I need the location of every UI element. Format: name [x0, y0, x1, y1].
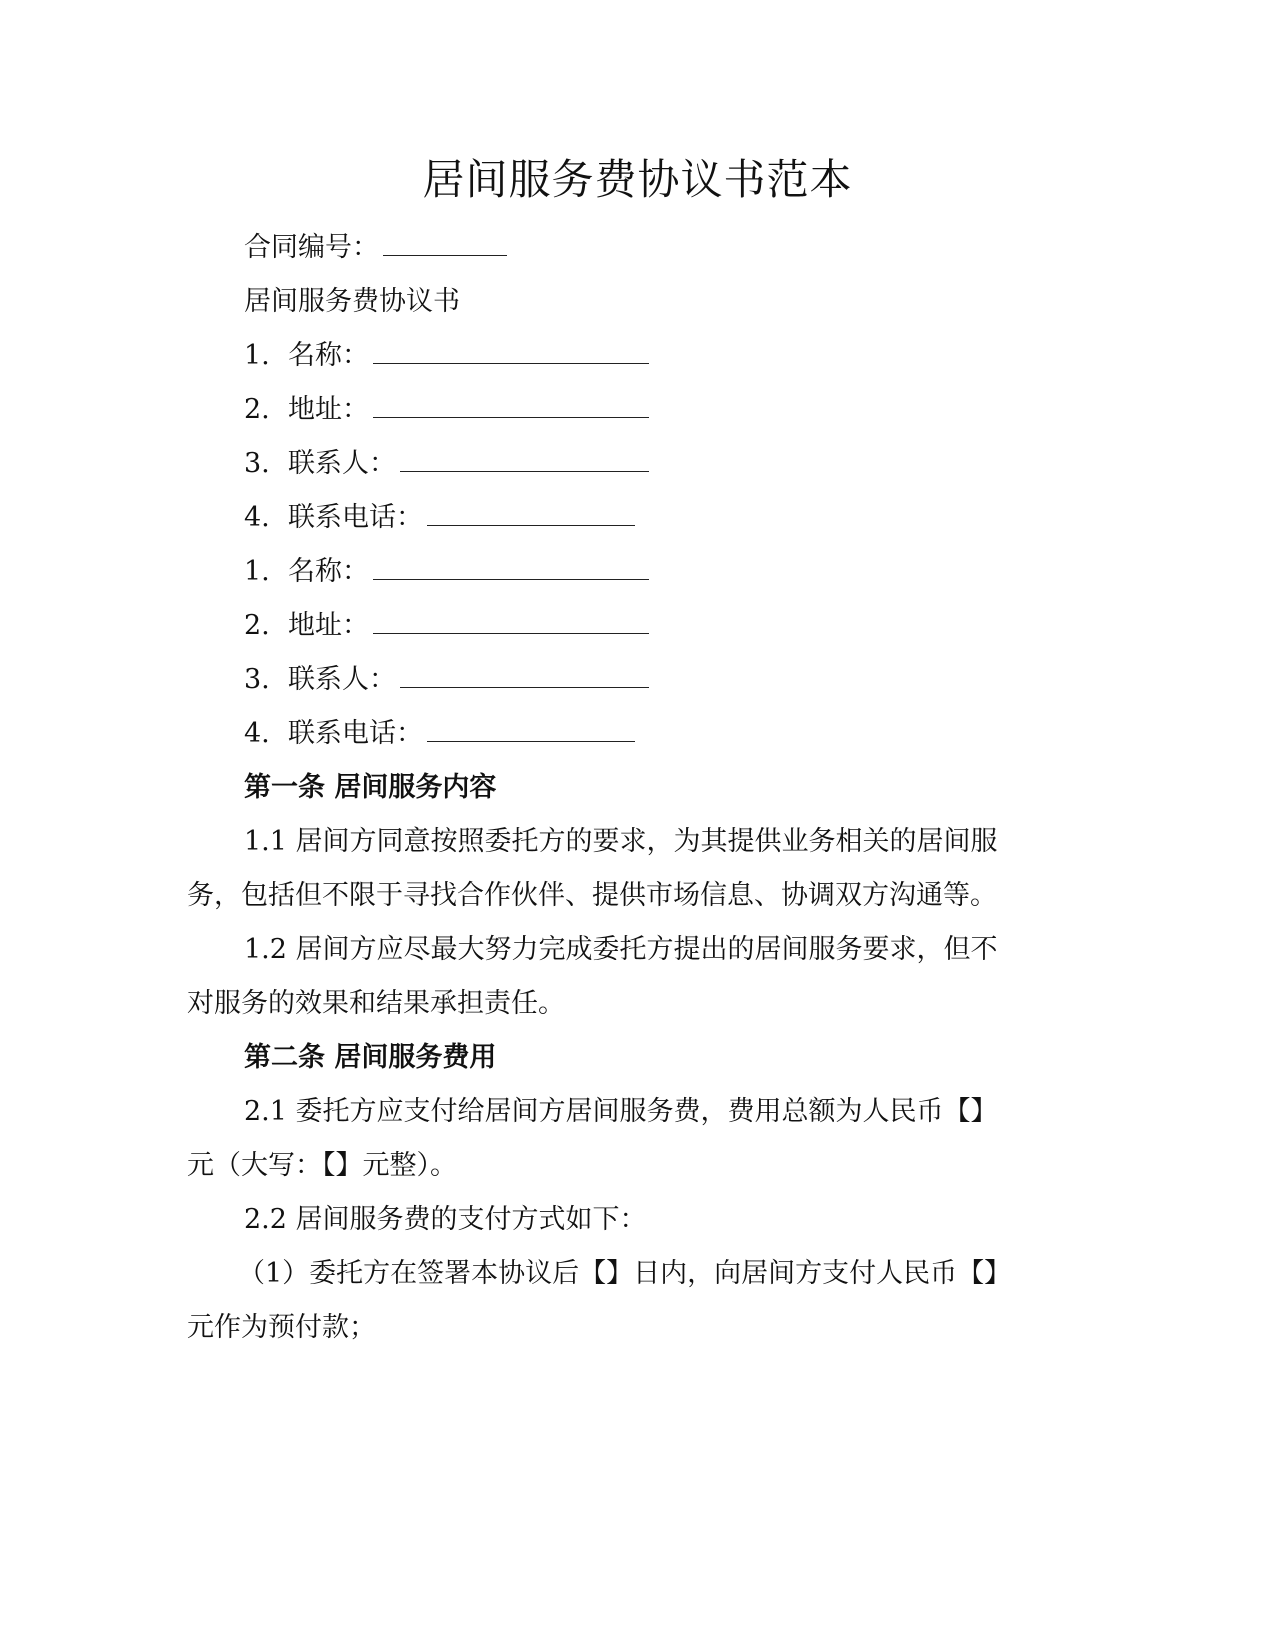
field-blank — [373, 391, 649, 418]
field-blank — [427, 499, 635, 526]
contract-number-line — [244, 228, 507, 268]
field-label: 联系电话： — [288, 502, 423, 533]
item-number: 1. — [244, 340, 270, 371]
party-a-contact-line — [244, 444, 649, 484]
party-b-phone-line — [244, 714, 635, 754]
article-1-2-line-2: 对服务的效果和结果承担责任。 — [187, 988, 565, 1019]
contract-number-blank — [383, 229, 507, 256]
party-b-contact-line — [244, 660, 649, 700]
field-blank — [400, 661, 649, 688]
item-number: 3. — [244, 448, 270, 479]
field-label: 地址： — [288, 394, 369, 425]
field-label: 地址： — [288, 610, 369, 641]
item-number: 4. — [244, 718, 270, 749]
field-label: 联系人： — [288, 664, 396, 695]
item-number: 4. — [244, 502, 270, 533]
article-2-2-line-1: 2.2 居间服务费的支付方式如下： — [244, 1204, 647, 1235]
article-1-1-line-2: 务，包括但不限于寻找合作伙伴、提供市场信息、协调双方沟通等。 — [187, 880, 997, 911]
article-1-1-line-1: 1.1 居间方同意按照委托方的要求，为其提供业务相关的居间服 — [244, 826, 998, 857]
field-blank — [373, 607, 649, 634]
field-blank — [427, 715, 635, 742]
item-number: 3. — [244, 664, 270, 695]
article-2-1-line-2: 元（大写：【】元整）。 — [187, 1150, 457, 1181]
contract-number-label: 合同编号： — [244, 232, 379, 263]
party-a-phone-line — [244, 498, 635, 538]
item-number: 1. — [244, 556, 270, 587]
field-label: 名称： — [288, 340, 369, 371]
field-label: 联系电话： — [288, 718, 423, 749]
party-b-name-line — [244, 552, 649, 592]
article-2-1-line-1: 2.1 委托方应支付给居间方居间服务费，费用总额为人民币【】 — [244, 1096, 998, 1127]
party-a-name-line — [244, 336, 649, 376]
article-2-heading: 第二条 居间服务费用 — [244, 1042, 497, 1073]
article-1-heading: 第一条 居间服务内容 — [244, 772, 497, 803]
field-blank — [373, 553, 649, 580]
party-b-address-line — [244, 606, 649, 646]
document-title: 居间服务费协议书范本 — [422, 155, 853, 204]
article-2-2-item-1-line-2: 元作为预付款； — [187, 1312, 376, 1343]
article-1-2-line-1: 1.2 居间方应尽最大努力完成委托方提出的居间服务要求，但不 — [244, 934, 998, 965]
field-label: 名称： — [288, 556, 369, 587]
item-number: 2. — [244, 610, 270, 641]
field-blank — [373, 337, 649, 364]
party-a-address-line — [244, 390, 649, 430]
field-blank — [400, 445, 649, 472]
article-2-2-item-1-line-1: （1）委托方在签署本协议后【】日内，向居间方支付人民币【】 — [238, 1258, 1012, 1289]
field-label: 联系人： — [288, 448, 396, 479]
item-number: 2. — [244, 394, 270, 425]
document-subtitle: 居间服务费协议书 — [244, 286, 460, 317]
